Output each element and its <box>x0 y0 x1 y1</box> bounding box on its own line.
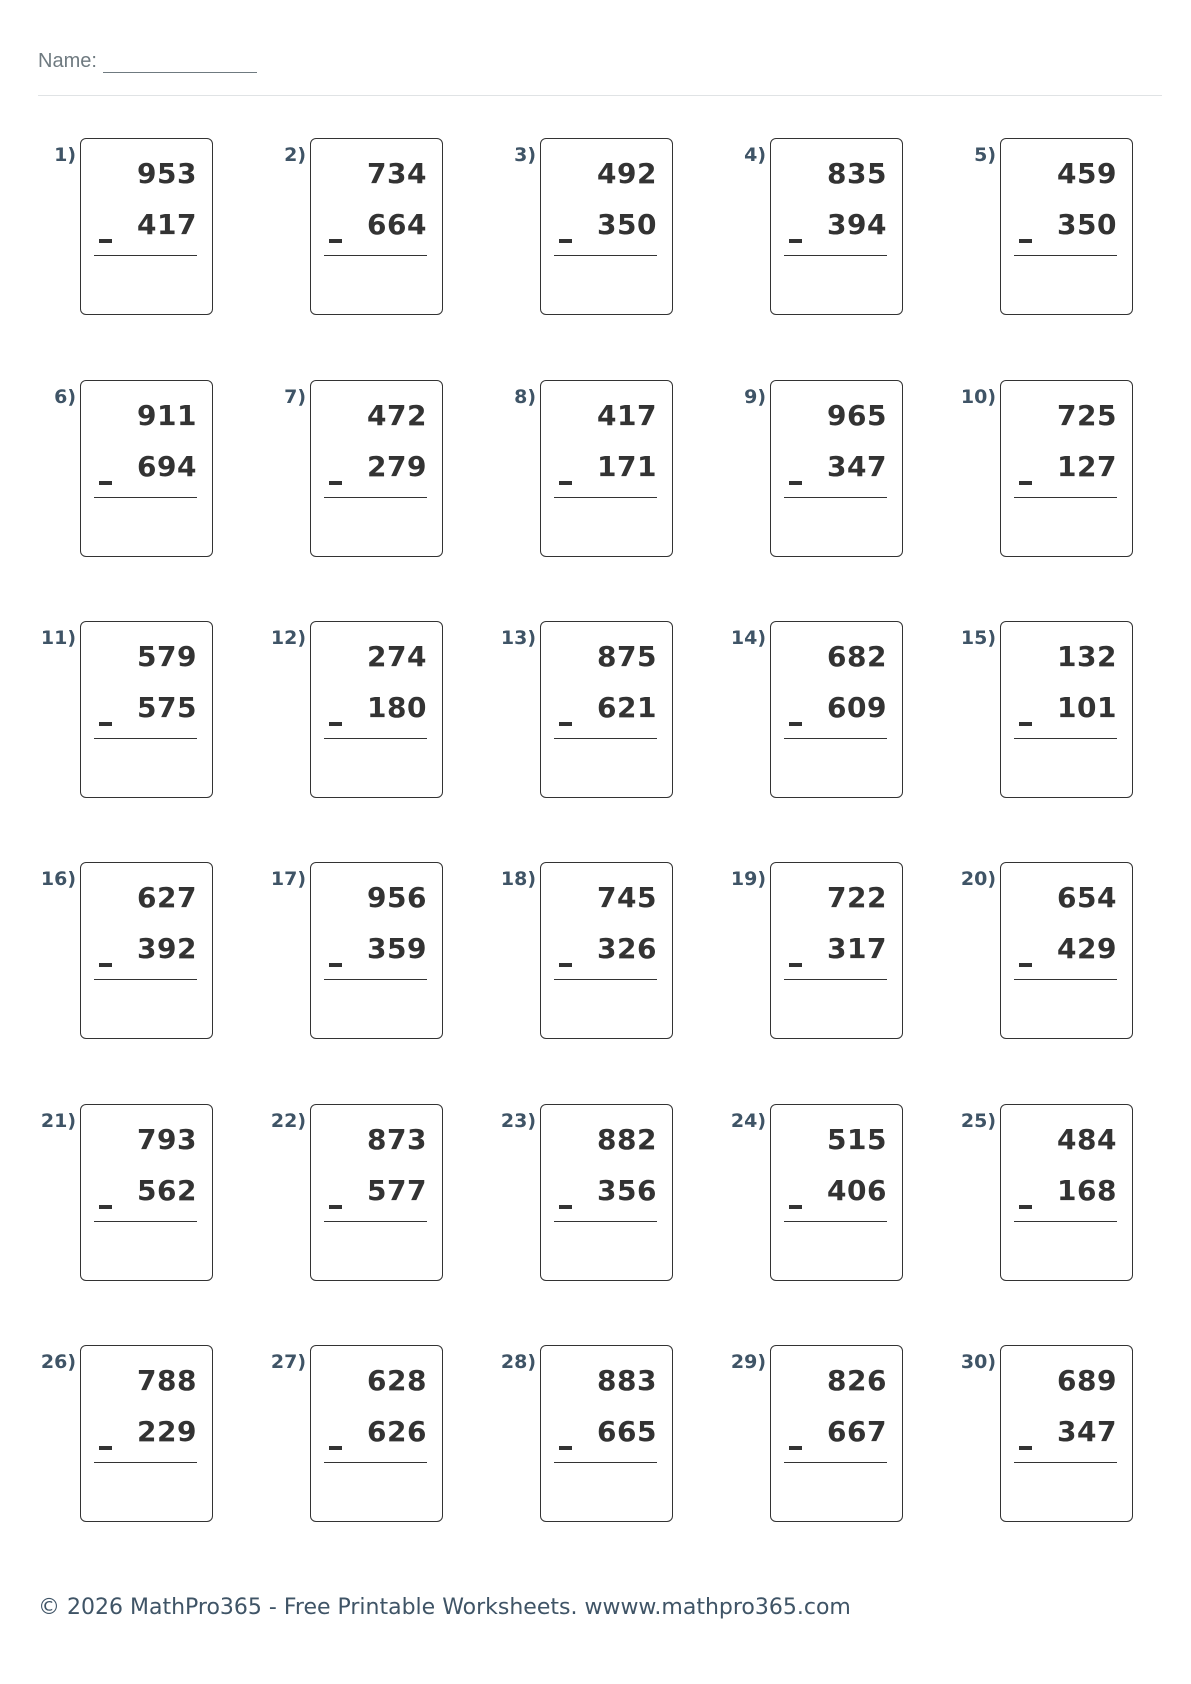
answer-line <box>1014 979 1117 980</box>
problem-16 <box>38 850 258 1035</box>
answer-space[interactable] <box>1014 259 1117 306</box>
subtrahend: 350 <box>1057 208 1117 241</box>
subtrahend: 229 <box>137 1415 197 1448</box>
minuend: 274 <box>367 640 427 673</box>
answer-space[interactable] <box>1014 742 1117 789</box>
problem-card <box>80 1345 213 1522</box>
answer-line <box>554 738 657 739</box>
problem-26 <box>38 1333 258 1518</box>
answer-line <box>324 979 427 980</box>
minuend: 826 <box>827 1364 887 1397</box>
answer-line <box>784 1221 887 1222</box>
problem-18 <box>498 850 718 1035</box>
answer-space[interactable] <box>94 1225 197 1272</box>
minus-sign-icon <box>99 963 112 967</box>
answer-line <box>94 979 197 980</box>
answer-line <box>784 979 887 980</box>
problem-number: 9) <box>744 386 766 408</box>
problem-number: 3) <box>514 144 536 166</box>
minus-sign-icon <box>559 239 572 243</box>
problem-number: 8) <box>514 386 536 408</box>
subtrahend: 406 <box>827 1174 887 1207</box>
minus-sign-icon <box>329 963 342 967</box>
problem-number: 16) <box>40 868 76 890</box>
minus-sign-icon <box>789 722 802 726</box>
subtrahend: 609 <box>827 691 887 724</box>
problem-15 <box>958 609 1178 794</box>
answer-line <box>94 738 197 739</box>
minuend: 484 <box>1057 1123 1117 1156</box>
problem-27 <box>268 1333 488 1518</box>
problem-card <box>1000 380 1133 557</box>
problem-17 <box>268 850 488 1035</box>
name-label: Name: <box>38 50 97 72</box>
answer-space[interactable] <box>324 501 427 548</box>
minus-sign-icon <box>789 1446 802 1450</box>
minuend: 882 <box>597 1123 657 1156</box>
problem-card <box>310 1104 443 1281</box>
problem-card <box>540 1104 673 1281</box>
problem-card <box>770 380 903 557</box>
problem-19 <box>728 850 948 1035</box>
minuend: 788 <box>137 1364 197 1397</box>
problem-23 <box>498 1092 718 1277</box>
problem-card <box>770 1345 903 1522</box>
minus-sign-icon <box>789 239 802 243</box>
minus-sign-icon <box>329 722 342 726</box>
problem-number: 14) <box>730 627 766 649</box>
subtrahend: 171 <box>597 450 657 483</box>
minus-sign-icon <box>1019 239 1032 243</box>
subtrahend: 621 <box>597 691 657 724</box>
answer-space[interactable] <box>554 742 657 789</box>
problem-number: 22) <box>270 1110 306 1132</box>
subtrahend: 417 <box>137 208 197 241</box>
answer-space[interactable] <box>784 259 887 306</box>
minuend: 873 <box>367 1123 427 1156</box>
answer-line <box>1014 1221 1117 1222</box>
answer-line <box>94 497 197 498</box>
problem-card <box>310 138 443 315</box>
minuend: 627 <box>137 881 197 914</box>
problem-number: 24) <box>730 1110 766 1132</box>
problem-card <box>80 621 213 798</box>
subtrahend: 626 <box>367 1415 427 1448</box>
problem-card <box>770 621 903 798</box>
minuend: 793 <box>137 1123 197 1156</box>
minus-sign-icon <box>1019 481 1032 485</box>
name-field <box>38 50 257 73</box>
problem-number: 27) <box>270 1351 306 1373</box>
subtrahend: 127 <box>1057 450 1117 483</box>
problem-card <box>770 862 903 1039</box>
minus-sign-icon <box>789 963 802 967</box>
subtrahend: 429 <box>1057 932 1117 965</box>
minuend: 579 <box>137 640 197 673</box>
minus-sign-icon <box>559 963 572 967</box>
answer-space[interactable] <box>94 742 197 789</box>
footer-copyright: © 2026 MathPro365 - Free Printable Worksheets. wwww.mathpro365.com <box>38 1595 851 1620</box>
answer-space[interactable] <box>784 742 887 789</box>
answer-line <box>554 497 657 498</box>
problem-number: 10) <box>960 386 996 408</box>
problem-card <box>310 862 443 1039</box>
minus-sign-icon <box>329 481 342 485</box>
subtrahend: 101 <box>1057 691 1117 724</box>
answer-line <box>554 255 657 256</box>
problem-number: 5) <box>974 144 996 166</box>
problem-number: 7) <box>284 386 306 408</box>
problem-number: 19) <box>730 868 766 890</box>
answer-space[interactable] <box>784 1225 887 1272</box>
answer-line <box>1014 738 1117 739</box>
minus-sign-icon <box>99 239 112 243</box>
answer-line <box>1014 255 1117 256</box>
problem-card <box>540 862 673 1039</box>
problem-25 <box>958 1092 1178 1277</box>
minuend: 472 <box>367 399 427 432</box>
problem-card <box>1000 621 1133 798</box>
problem-number: 23) <box>500 1110 536 1132</box>
minuend: 722 <box>827 881 887 914</box>
problem-number: 11) <box>40 627 76 649</box>
minuend: 689 <box>1057 1364 1117 1397</box>
minuend: 515 <box>827 1123 887 1156</box>
minus-sign-icon <box>789 481 802 485</box>
header-divider <box>38 95 1162 96</box>
problem-4 <box>728 126 948 311</box>
answer-line <box>94 1221 197 1222</box>
problem-number: 18) <box>500 868 536 890</box>
minus-sign-icon <box>329 239 342 243</box>
minuend: 883 <box>597 1364 657 1397</box>
subtrahend: 664 <box>367 208 427 241</box>
problem-card <box>1000 138 1133 315</box>
answer-space[interactable] <box>324 259 427 306</box>
minus-sign-icon <box>559 481 572 485</box>
problem-card <box>770 1104 903 1281</box>
problem-5 <box>958 126 1178 311</box>
problem-8 <box>498 368 718 553</box>
subtrahend: 356 <box>597 1174 657 1207</box>
minuend: 835 <box>827 157 887 190</box>
answer-line <box>554 1462 657 1463</box>
problem-14 <box>728 609 948 794</box>
minus-sign-icon <box>329 1205 342 1209</box>
problem-card <box>310 621 443 798</box>
minuend: 953 <box>137 157 197 190</box>
subtrahend: 350 <box>597 208 657 241</box>
subtrahend: 392 <box>137 932 197 965</box>
answer-space[interactable] <box>784 983 887 1030</box>
problem-number: 1) <box>54 144 76 166</box>
minuend: 682 <box>827 640 887 673</box>
minus-sign-icon <box>99 722 112 726</box>
answer-space[interactable] <box>1014 983 1117 1030</box>
minuend: 459 <box>1057 157 1117 190</box>
minuend: 654 <box>1057 881 1117 914</box>
problem-number: 13) <box>500 627 536 649</box>
answer-space[interactable] <box>1014 1225 1117 1272</box>
answer-line <box>324 738 427 739</box>
problem-number: 15) <box>960 627 996 649</box>
minuend: 956 <box>367 881 427 914</box>
answer-line <box>324 1221 427 1222</box>
problem-3 <box>498 126 718 311</box>
problem-21 <box>38 1092 258 1277</box>
problem-card <box>1000 862 1133 1039</box>
subtrahend: 562 <box>137 1174 197 1207</box>
subtrahend: 168 <box>1057 1174 1117 1207</box>
answer-line <box>324 255 427 256</box>
minuend: 875 <box>597 640 657 673</box>
minuend: 628 <box>367 1364 427 1397</box>
problem-9 <box>728 368 948 553</box>
problem-1 <box>38 126 258 311</box>
problem-number: 17) <box>270 868 306 890</box>
problem-6 <box>38 368 258 553</box>
answer-space[interactable] <box>784 501 887 548</box>
problem-card <box>80 138 213 315</box>
problem-card <box>310 1345 443 1522</box>
problem-number: 25) <box>960 1110 996 1132</box>
problem-12 <box>268 609 488 794</box>
minuend: 492 <box>597 157 657 190</box>
problem-card <box>540 380 673 557</box>
problem-number: 20) <box>960 868 996 890</box>
problem-number: 21) <box>40 1110 76 1132</box>
answer-line <box>784 255 887 256</box>
answer-line <box>324 1462 427 1463</box>
answer-line <box>94 255 197 256</box>
problem-card <box>540 621 673 798</box>
answer-space[interactable] <box>554 259 657 306</box>
subtrahend: 694 <box>137 450 197 483</box>
answer-space[interactable] <box>554 1225 657 1272</box>
answer-line <box>1014 497 1117 498</box>
minuend: 911 <box>137 399 197 432</box>
subtrahend: 317 <box>827 932 887 965</box>
problem-7 <box>268 368 488 553</box>
problem-card <box>540 138 673 315</box>
subtrahend: 180 <box>367 691 427 724</box>
answer-line <box>1014 1462 1117 1463</box>
problem-card <box>1000 1104 1133 1281</box>
problem-number: 2) <box>284 144 306 166</box>
answer-line <box>784 738 887 739</box>
problem-card <box>310 380 443 557</box>
problem-22 <box>268 1092 488 1277</box>
answer-space[interactable] <box>94 259 197 306</box>
minuend: 965 <box>827 399 887 432</box>
problem-2 <box>268 126 488 311</box>
answer-space[interactable] <box>554 983 657 1030</box>
answer-space[interactable] <box>324 983 427 1030</box>
problem-11 <box>38 609 258 794</box>
subtrahend: 326 <box>597 932 657 965</box>
problem-13 <box>498 609 718 794</box>
minuend: 417 <box>597 399 657 432</box>
subtrahend: 347 <box>827 450 887 483</box>
answer-space[interactable] <box>324 742 427 789</box>
problem-24 <box>728 1092 948 1277</box>
answer-space[interactable] <box>324 1466 427 1513</box>
answer-line <box>554 1221 657 1222</box>
answer-space[interactable] <box>94 501 197 548</box>
answer-line <box>784 1462 887 1463</box>
minus-sign-icon <box>1019 963 1032 967</box>
answer-line <box>554 979 657 980</box>
answer-space[interactable] <box>324 1225 427 1272</box>
subtrahend: 667 <box>827 1415 887 1448</box>
answer-space[interactable] <box>94 983 197 1030</box>
problem-number: 29) <box>730 1351 766 1373</box>
minuend: 745 <box>597 881 657 914</box>
subtrahend: 665 <box>597 1415 657 1448</box>
answer-space[interactable] <box>1014 501 1117 548</box>
subtrahend: 359 <box>367 932 427 965</box>
answer-space[interactable] <box>94 1466 197 1513</box>
minus-sign-icon <box>99 1446 112 1450</box>
minus-sign-icon <box>99 481 112 485</box>
problem-number: 12) <box>270 627 306 649</box>
minus-sign-icon <box>1019 1446 1032 1450</box>
minus-sign-icon <box>1019 1205 1032 1209</box>
answer-space[interactable] <box>784 1466 887 1513</box>
problem-card <box>80 1104 213 1281</box>
problem-28 <box>498 1333 718 1518</box>
problem-number: 26) <box>40 1351 76 1373</box>
minus-sign-icon <box>329 1446 342 1450</box>
subtrahend: 347 <box>1057 1415 1117 1448</box>
answer-line <box>784 497 887 498</box>
subtrahend: 577 <box>367 1174 427 1207</box>
problem-29 <box>728 1333 948 1518</box>
problem-number: 28) <box>500 1351 536 1373</box>
minus-sign-icon <box>99 1205 112 1209</box>
problem-10 <box>958 368 1178 553</box>
problem-card <box>80 380 213 557</box>
minus-sign-icon <box>1019 722 1032 726</box>
problem-card <box>1000 1345 1133 1522</box>
minuend: 132 <box>1057 640 1117 673</box>
answer-space[interactable] <box>554 501 657 548</box>
problem-number: 6) <box>54 386 76 408</box>
minus-sign-icon <box>559 1205 572 1209</box>
problem-number: 30) <box>960 1351 996 1373</box>
minuend: 734 <box>367 157 427 190</box>
subtrahend: 279 <box>367 450 427 483</box>
name-blank-line[interactable] <box>103 54 257 73</box>
problem-20 <box>958 850 1178 1035</box>
answer-line <box>94 1462 197 1463</box>
problem-card <box>770 138 903 315</box>
problem-number: 4) <box>744 144 766 166</box>
answer-line <box>324 497 427 498</box>
problem-30 <box>958 1333 1178 1518</box>
subtrahend: 575 <box>137 691 197 724</box>
minus-sign-icon <box>559 722 572 726</box>
minuend: 725 <box>1057 399 1117 432</box>
minus-sign-icon <box>789 1205 802 1209</box>
subtrahend: 394 <box>827 208 887 241</box>
minus-sign-icon <box>559 1446 572 1450</box>
answer-space[interactable] <box>554 1466 657 1513</box>
answer-space[interactable] <box>1014 1466 1117 1513</box>
problem-card <box>540 1345 673 1522</box>
problem-card <box>80 862 213 1039</box>
